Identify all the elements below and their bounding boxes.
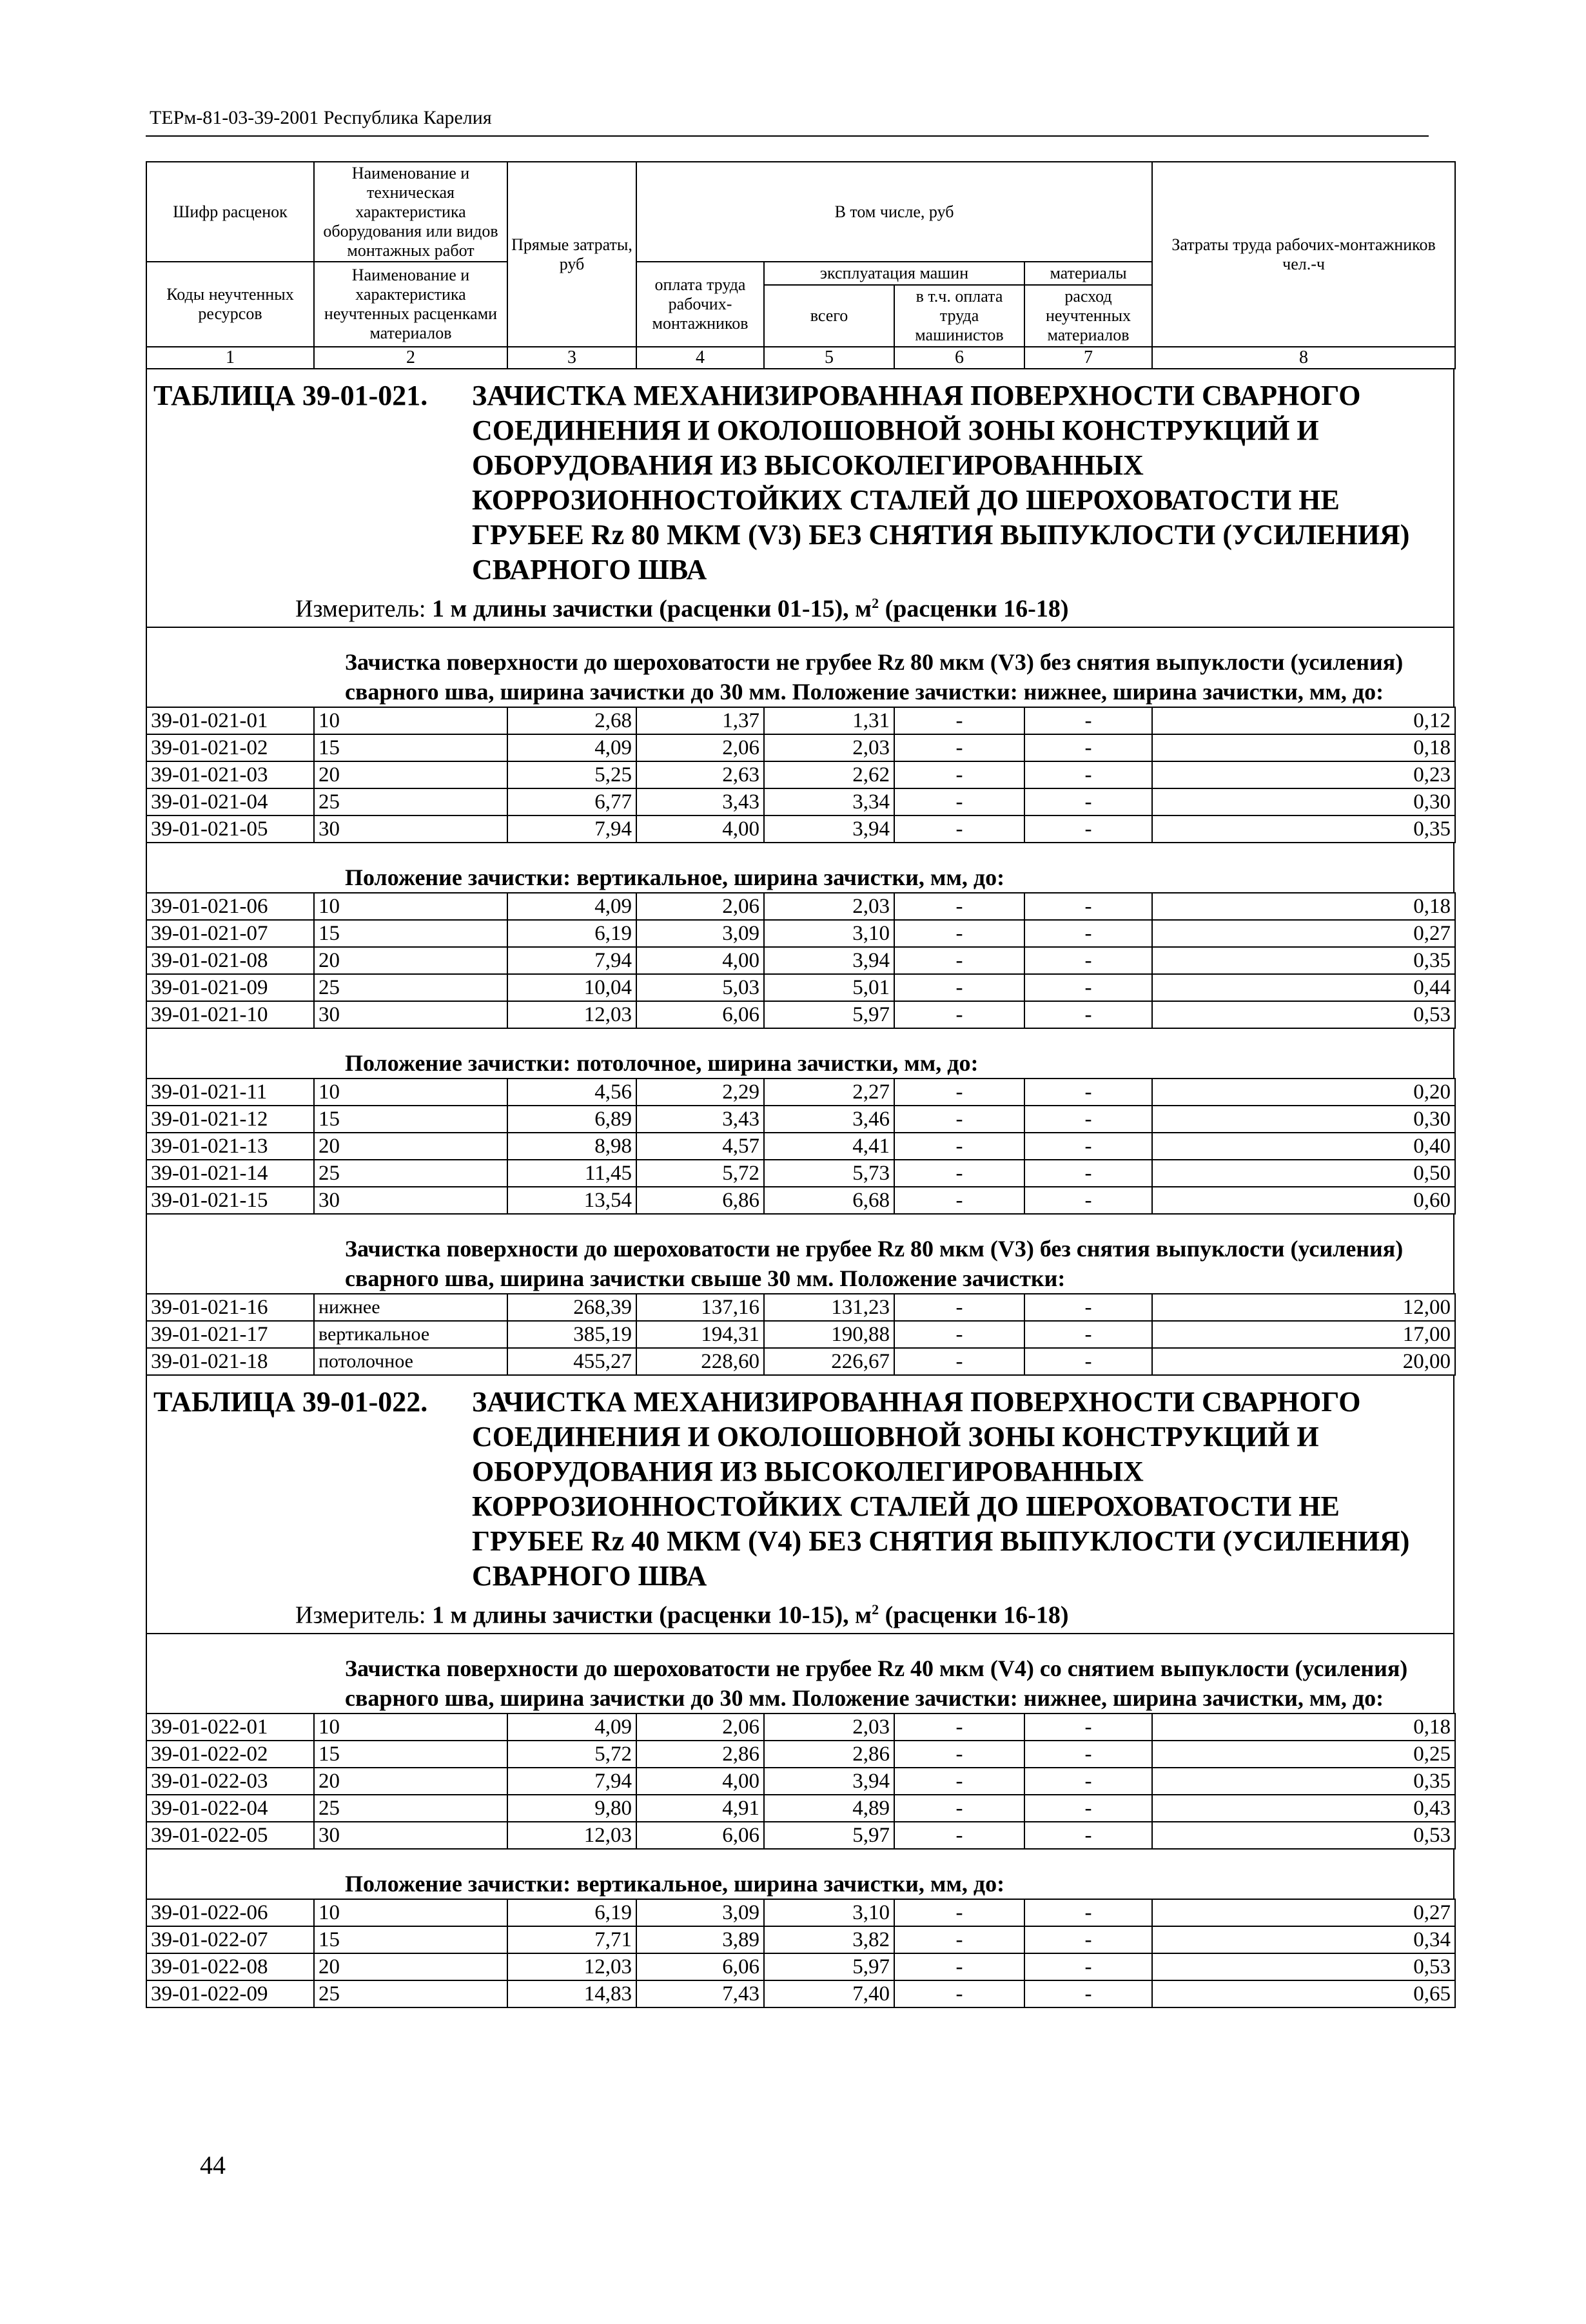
table-row [146,974,1455,1001]
materials-consumption: - [1024,1321,1152,1348]
materials-consumption: - [1024,788,1152,815]
machines-total: 3,94 [764,1768,894,1795]
measure-unit [146,587,1454,628]
rate-param: 10 [314,893,507,920]
table-row [146,1133,1455,1160]
labor-pay: 2,63 [636,761,764,788]
table-title: ЗАЧИСТКА МЕХАНИЗИРОВАННАЯ ПОВЕРХНОСТИ СВАРНОГО СОЕДИНЕНИЯ И ОКОЛОШОВНОЙ ЗОНЫ КОНСТРУКЦИЙ И ОБОРУДОВАНИЯ ИЗ ВЫСОКОЛЕГИРОВАННЫХ КОРРОЗИОННОСТОЙКИХ СТАЛЕЙ ДО ШЕРОХОВАТОСТИ НЕ ГРУБЕЕ Rz 40 МКМ (V4) БЕЗ СНЯТИЯ ВЫПУКЛОСТИ (УСИЛЕНИЯ) СВАРНОГО ШВА [472,1385,1410,1592]
section-note: Зачистка поверхности до шероховатости не грубее Rz 80 мкм (V3) без снятия выпуклости (усиления) сварного шва, ширина зачистки свыше 30 мм. Положение зачистки: [146,1215,1454,1293]
col-naim1: Наименование и техническая характеристика оборудования или видов монтажных работ [314,162,507,262]
table-row [146,947,1455,974]
rate-code: 39-01-021-12 [146,1106,314,1133]
labor-pay: 6,06 [636,1953,764,1980]
machinists-pay: - [894,788,1024,815]
col-v-tom-chisle: В том числе, руб [636,162,1152,262]
materials-consumption: - [1024,1768,1152,1795]
machines-total: 131,23 [764,1294,894,1321]
materials-consumption: - [1024,893,1152,920]
labor-hours: 0,50 [1152,1160,1455,1187]
rate-code: 39-01-022-09 [146,1980,314,2007]
machines-total: 5,73 [764,1160,894,1187]
machines-total: 2,03 [764,1714,894,1741]
rates-section-table [146,1899,1456,2008]
materials-consumption: - [1024,1133,1152,1160]
col-zatraty: Затраты труда рабочих-монтажников чел.-ч [1152,162,1455,347]
labor-hours: 0,35 [1152,947,1455,974]
rate-param: 25 [314,1795,507,1822]
machinists-pay: - [894,893,1024,920]
measure-sup: 2 [872,1601,879,1617]
rate-code: 39-01-021-02 [146,734,314,761]
rate-code: 39-01-021-04 [146,788,314,815]
table-row [146,1106,1455,1133]
materials-consumption: - [1024,734,1152,761]
machines-total: 226,67 [764,1348,894,1375]
machines-total: 2,27 [764,1079,894,1106]
materials-consumption: - [1024,815,1152,843]
labor-hours: 0,20 [1152,1079,1455,1106]
machinists-pay: - [894,1795,1024,1822]
labor-hours: 17,00 [1152,1321,1455,1348]
direct-cost: 12,03 [507,1001,636,1028]
rate-code: 39-01-021-17 [146,1321,314,1348]
col-pryamye: Прямые затраты, руб [507,162,636,347]
rate-code: 39-01-021-18 [146,1348,314,1375]
machinists-pay: - [894,734,1024,761]
rate-code: 39-01-021-03 [146,761,314,788]
machinists-pay: - [894,947,1024,974]
labor-hours: 0,43 [1152,1795,1455,1822]
table-label: ТАБЛИЦА 39-01-022. [153,1385,428,1418]
labor-pay: 137,16 [636,1294,764,1321]
labor-pay: 3,43 [636,1106,764,1133]
rate-code: 39-01-022-03 [146,1768,314,1795]
labor-pay: 6,06 [636,1822,764,1849]
machines-total: 5,97 [764,1822,894,1849]
materials-consumption: - [1024,947,1152,974]
machinists-pay: - [894,1741,1024,1768]
column-header-table [146,161,1456,369]
col-materialy: материалы [1024,262,1152,285]
col-vtch: в т.ч. оплата труда машинистов [894,285,1024,347]
machinists-pay: - [894,1160,1024,1187]
direct-cost: 2,68 [507,707,636,734]
labor-hours: 0,12 [1152,707,1455,734]
machinists-pay: - [894,920,1024,947]
col-naim2: Наименование и характеристика неучтенных расценками материалов [314,262,507,347]
machinists-pay: - [894,974,1024,1001]
rate-param: 25 [314,1980,507,2007]
rate-param: 30 [314,1001,507,1028]
labor-pay: 2,06 [636,1714,764,1741]
document-body [146,161,1454,2008]
rate-param: нижнее [314,1294,507,1321]
machines-total: 190,88 [764,1321,894,1348]
measure-suffix: (расценки 16-18) [879,595,1069,623]
labor-pay: 6,06 [636,1001,764,1028]
direct-cost: 4,56 [507,1079,636,1106]
direct-cost: 6,89 [507,1106,636,1133]
table-heading [146,1376,1454,1594]
labor-hours: 0,18 [1152,893,1455,920]
measure-prefix: Измеритель: [295,1601,432,1629]
labor-hours: 0,53 [1152,1953,1455,1980]
machines-total: 3,10 [764,920,894,947]
rate-param: 10 [314,1714,507,1741]
machinists-pay: - [894,761,1024,788]
direct-cost: 12,03 [507,1822,636,1849]
rate-code: 39-01-021-07 [146,920,314,947]
machines-total: 2,03 [764,893,894,920]
machines-total: 3,46 [764,1106,894,1133]
rate-param: 15 [314,1741,507,1768]
table-row [146,1160,1455,1187]
materials-consumption: - [1024,1079,1152,1106]
rate-param: 20 [314,1953,507,1980]
rate-code: 39-01-021-01 [146,707,314,734]
table-row [146,1768,1455,1795]
labor-hours: 0,18 [1152,1714,1455,1741]
rate-code: 39-01-021-16 [146,1294,314,1321]
direct-cost: 12,03 [507,1953,636,1980]
rate-param: потолочное [314,1348,507,1375]
machines-total: 5,97 [764,1953,894,1980]
rate-param: 15 [314,1926,507,1953]
machinists-pay: - [894,1822,1024,1849]
labor-pay: 228,60 [636,1348,764,1375]
machines-total: 6,68 [764,1187,894,1214]
labor-hours: 0,30 [1152,1106,1455,1133]
materials-consumption: - [1024,761,1152,788]
direct-cost: 8,98 [507,1133,636,1160]
direct-cost: 6,19 [507,920,636,947]
rates-section-table [146,1713,1456,1850]
materials-consumption: - [1024,1106,1152,1133]
labor-pay: 3,89 [636,1926,764,1953]
labor-hours: 0,35 [1152,815,1455,843]
col-kody: Коды неучтенных ресурсов [146,262,314,347]
labor-pay: 4,57 [636,1133,764,1160]
table-row [146,1980,1455,2007]
direct-cost: 11,45 [507,1160,636,1187]
table-row [146,1926,1455,1953]
col-shifr: Шифр расценок [146,162,314,262]
machines-total: 5,01 [764,974,894,1001]
rate-param: 30 [314,1822,507,1849]
rate-code: 39-01-021-09 [146,974,314,1001]
machinists-pay: - [894,707,1024,734]
materials-consumption: - [1024,1714,1152,1741]
materials-consumption: - [1024,1187,1152,1214]
table-label: ТАБЛИЦА 39-01-021. [153,380,428,412]
direct-cost: 268,39 [507,1294,636,1321]
machinists-pay: - [894,1321,1024,1348]
table-row [146,893,1455,920]
page-number: 44 [200,2151,226,2180]
materials-consumption: - [1024,1899,1152,1926]
labor-pay: 4,00 [636,1768,764,1795]
labor-pay: 4,00 [636,815,764,843]
table-row [146,1001,1455,1028]
col-number: 5 [764,347,894,369]
labor-pay: 1,37 [636,707,764,734]
direct-cost: 385,19 [507,1321,636,1348]
machinists-pay: - [894,1001,1024,1028]
labor-pay: 4,91 [636,1795,764,1822]
table-row [146,1741,1455,1768]
labor-pay: 4,00 [636,947,764,974]
rate-code: 39-01-021-11 [146,1079,314,1106]
rate-code: 39-01-022-07 [146,1926,314,1953]
rate-code: 39-01-022-02 [146,1741,314,1768]
rates-section-table [146,892,1456,1029]
labor-pay: 194,31 [636,1321,764,1348]
materials-consumption: - [1024,1001,1152,1028]
machines-total: 3,94 [764,815,894,843]
machinists-pay: - [894,1348,1024,1375]
col-number: 4 [636,347,764,369]
table-row [146,1079,1455,1106]
rate-code: 39-01-022-04 [146,1795,314,1822]
col-vsego: всего [764,285,894,347]
rate-param: 10 [314,1899,507,1926]
rate-param: 15 [314,1106,507,1133]
rate-param: 15 [314,734,507,761]
rate-param: 30 [314,815,507,843]
table-row [146,707,1455,734]
rate-code: 39-01-021-08 [146,947,314,974]
direct-cost: 7,94 [507,1768,636,1795]
col-number: 8 [1152,347,1455,369]
direct-cost: 5,72 [507,1741,636,1768]
machinists-pay: - [894,1079,1024,1106]
table-row [146,1348,1455,1375]
machines-total: 4,41 [764,1133,894,1160]
section-note: Положение зачистки: потолочное, ширина зачистки, мм, до: [146,1029,1454,1078]
machinists-pay: - [894,1980,1024,2007]
materials-consumption: - [1024,1741,1152,1768]
materials-consumption: - [1024,1822,1152,1849]
table-row [146,734,1455,761]
machines-total: 2,86 [764,1741,894,1768]
machinists-pay: - [894,1768,1024,1795]
header-rule [146,135,1429,137]
labor-pay: 5,03 [636,974,764,1001]
direct-cost: 7,94 [507,947,636,974]
labor-hours: 0,23 [1152,761,1455,788]
rate-code: 39-01-021-13 [146,1133,314,1160]
col-ekspl: эксплуатация машин [764,262,1024,285]
rate-code: 39-01-022-06 [146,1899,314,1926]
machines-total: 3,10 [764,1899,894,1926]
direct-cost: 7,71 [507,1926,636,1953]
labor-pay: 2,86 [636,1741,764,1768]
rate-code: 39-01-021-06 [146,893,314,920]
rate-code: 39-01-021-10 [146,1001,314,1028]
direct-cost: 10,04 [507,974,636,1001]
table-row [146,1953,1455,1980]
rate-param: вертикальное [314,1321,507,1348]
machinists-pay: - [894,1106,1024,1133]
rate-param: 20 [314,947,507,974]
col-oplata: оплата труда рабочих-монтажников [636,262,764,347]
materials-consumption: - [1024,1294,1152,1321]
direct-cost: 7,94 [507,815,636,843]
section-note: Зачистка поверхности до шероховатости не грубее Rz 40 мкм (V4) со снятием выпуклости (усиления) сварного шва, ширина зачистки до 30 мм. Положение зачистки: нижнее, ширина зачистки, мм, до: [146,1634,1454,1713]
labor-pay: 3,09 [636,920,764,947]
labor-hours: 0,27 [1152,1899,1455,1926]
machines-total: 2,03 [764,734,894,761]
materials-consumption: - [1024,1160,1152,1187]
labor-hours: 0,25 [1152,1741,1455,1768]
table-row [146,1294,1455,1321]
rate-code: 39-01-022-01 [146,1714,314,1741]
col-number: 7 [1024,347,1152,369]
table-row [146,1822,1455,1849]
machines-total: 7,40 [764,1980,894,2007]
direct-cost: 5,25 [507,761,636,788]
materials-consumption: - [1024,1348,1152,1375]
rate-code: 39-01-021-15 [146,1187,314,1214]
rate-param: 10 [314,707,507,734]
machinists-pay: - [894,1899,1024,1926]
machines-total: 2,62 [764,761,894,788]
measure-unit [146,1594,1454,1634]
measure-sup: 2 [872,595,879,612]
materials-consumption: - [1024,920,1152,947]
rate-param: 25 [314,974,507,1001]
labor-pay: 5,72 [636,1160,764,1187]
rates-section-table [146,707,1456,843]
table-row [146,920,1455,947]
labor-pay: 6,86 [636,1187,764,1214]
direct-cost: 6,19 [507,1899,636,1926]
rate-param: 20 [314,761,507,788]
labor-hours: 0,65 [1152,1980,1455,2007]
measure-suffix: (расценки 16-18) [879,1601,1069,1629]
labor-hours: 20,00 [1152,1348,1455,1375]
direct-cost: 4,09 [507,1714,636,1741]
rate-param: 25 [314,788,507,815]
col-number: 1 [146,347,314,369]
table-row [146,1714,1455,1741]
rate-param: 30 [314,1187,507,1214]
measure-prefix: Измеритель: [295,595,432,623]
labor-hours: 0,35 [1152,1768,1455,1795]
direct-cost: 4,09 [507,893,636,920]
labor-pay: 7,43 [636,1980,764,2007]
table-row [146,788,1455,815]
running-title: ТЕРм-81-03-39-2001 Республика Карелия [150,107,492,128]
labor-hours: 0,53 [1152,1001,1455,1028]
section-note: Положение зачистки: вертикальное, ширина зачистки, мм, до: [146,1850,1454,1899]
labor-hours: 0,60 [1152,1187,1455,1214]
direct-cost: 14,83 [507,1980,636,2007]
machinists-pay: - [894,1953,1024,1980]
direct-cost: 9,80 [507,1795,636,1822]
labor-pay: 3,43 [636,788,764,815]
machines-total: 4,89 [764,1795,894,1822]
rate-param: 25 [314,1160,507,1187]
table-row [146,1187,1455,1214]
measure-text: 1 м длины зачистки (расценки 01-15), м [432,595,872,623]
labor-pay: 3,09 [636,1899,764,1926]
materials-consumption: - [1024,974,1152,1001]
materials-consumption: - [1024,707,1152,734]
machinists-pay: - [894,1714,1024,1741]
labor-hours: 0,34 [1152,1926,1455,1953]
machines-total: 3,34 [764,788,894,815]
direct-cost: 455,27 [507,1348,636,1375]
materials-consumption: - [1024,1926,1152,1953]
machines-total: 1,31 [764,707,894,734]
labor-pay: 2,06 [636,893,764,920]
machines-total: 3,82 [764,1926,894,1953]
table-row [146,815,1455,843]
direct-cost: 4,09 [507,734,636,761]
labor-hours: 0,18 [1152,734,1455,761]
rate-param: 10 [314,1079,507,1106]
table-title: ЗАЧИСТКА МЕХАНИЗИРОВАННАЯ ПОВЕРХНОСТИ СВАРНОГО СОЕДИНЕНИЯ И ОКОЛОШОВНОЙ ЗОНЫ КОНСТРУКЦИЙ И ОБОРУДОВАНИЯ ИЗ ВЫСОКОЛЕГИРОВАННЫХ КОРРОЗИОННОСТОЙКИХ СТАЛЕЙ ДО ШЕРОХОВАТОСТИ НЕ ГРУБЕЕ Rz 80 МКМ (V3) БЕЗ СНЯТИЯ ВЫПУКЛОСТИ (УСИЛЕНИЯ) СВАРНОГО ШВА [472,380,1410,586]
direct-cost: 6,77 [507,788,636,815]
rate-param: 20 [314,1133,507,1160]
rate-param: 20 [314,1768,507,1795]
materials-consumption: - [1024,1953,1152,1980]
rates-section-table [146,1293,1456,1376]
col-number: 3 [507,347,636,369]
labor-hours: 0,27 [1152,920,1455,947]
rate-param: 15 [314,920,507,947]
labor-hours: 0,44 [1152,974,1455,1001]
col-rashod: расход неучтенных материалов [1024,285,1152,347]
section-note: Положение зачистки: вертикальное, ширина зачистки, мм, до: [146,843,1454,892]
machinists-pay: - [894,1187,1024,1214]
materials-consumption: - [1024,1980,1152,2007]
table-row [146,1899,1455,1926]
machinists-pay: - [894,1133,1024,1160]
materials-consumption: - [1024,1795,1152,1822]
rate-code: 39-01-021-14 [146,1160,314,1187]
table-row [146,761,1455,788]
table-row [146,1321,1455,1348]
labor-hours: 0,40 [1152,1133,1455,1160]
section-note: Зачистка поверхности до шероховатости не грубее Rz 80 мкм (V3) без снятия выпуклости (усиления) сварного шва, ширина зачистки до 30 мм. Положение зачистки: нижнее, ширина зачистки, мм, до: [146,628,1454,707]
rate-code: 39-01-021-05 [146,815,314,843]
labor-hours: 0,30 [1152,788,1455,815]
labor-hours: 12,00 [1152,1294,1455,1321]
table-row [146,1795,1455,1822]
table-heading [146,369,1454,587]
machines-total: 5,97 [764,1001,894,1028]
machines-total: 3,94 [764,947,894,974]
machinists-pay: - [894,1294,1024,1321]
rates-section-table [146,1078,1456,1215]
col-number: 2 [314,347,507,369]
labor-pay: 2,06 [636,734,764,761]
measure-text: 1 м длины зачистки (расценки 10-15), м [432,1601,872,1629]
direct-cost: 13,54 [507,1187,636,1214]
machinists-pay: - [894,815,1024,843]
labor-hours: 0,53 [1152,1822,1455,1849]
rate-code: 39-01-022-08 [146,1953,314,1980]
labor-pay: 2,29 [636,1079,764,1106]
machinists-pay: - [894,1926,1024,1953]
rate-code: 39-01-022-05 [146,1822,314,1849]
col-number: 6 [894,347,1024,369]
